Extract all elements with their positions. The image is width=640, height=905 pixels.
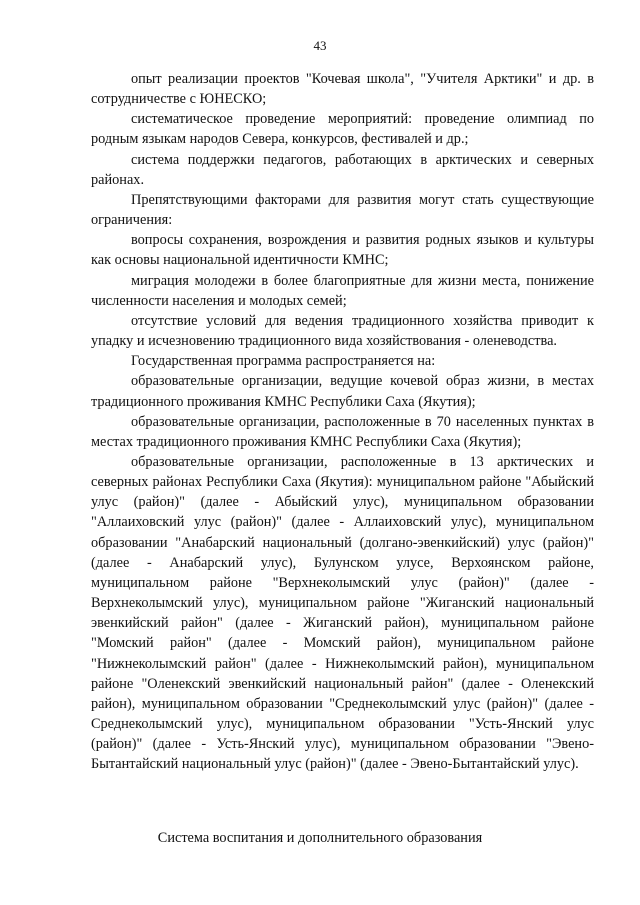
paragraph: Государственная программа распространяется на:: [131, 353, 436, 370]
paragraph: Препятствующими факторами для развития могут стать существующие ограничения:: [91, 191, 594, 229]
paragraph: система поддержки педагогов, работающих в арктических и северных районах.: [91, 151, 594, 188]
paragraph: систематическое проведение мероприятий: проведение олимпиад по родным языкам народов Севера, конкурсов, фестивалей и др.;: [91, 111, 594, 148]
paragraph: миграция молодежи в более благоприятные для жизни места, понижение численности населения и молодых семей;: [91, 272, 594, 309]
paragraph: отсутствие условий для ведения традиционного хозяйства приводит к упадку и исчезновению традиционного вида хозяйствования - оленеводства.: [91, 312, 594, 350]
paragraph: образовательные организации, расположенные в 13 арктических и северных районах Республики Саха (Якутия): муниципальном районе "Абыйский улус (район)" (далее - Абыйский улус), муниципальном образовании "Аллаиховский улус (район)" (далее - Аллаиховский улус), муниципальном образовании "Анабарский национальный (долгано-эвенкийский) улус (район)" (далее - Анабарский улус), Булунском улусе, Верхоянском районе, муниципальном районе "Верхнеколымский улус (район)" (далее - Верхнеколымский улус), муниципальном районе "Жиганский национальный эвенкийский район" (далее - Жиганский район), муниципальном районе "Момский район" (далее - Момский район), муниципальном районе "Нижнеколымский район" (далее - Нижнеколымский район), муниципальном районе "Оленекский эвенкийский национальный район" (далее - Оленекский район), муниципальном образовании "Среднеколымский улус (район)" (далее - Среднеколымский улус), муниципальном образовании "Усть-Янский улус (район)" (далее - Усть-Янский улус), муниципальном образовании "Эвено-Бытантайский национальный улус (район)" (далее - Эвено-Бытантайский улус).: [91, 453, 594, 773]
section-heading: Система воспитания и дополнительного образования: [157, 830, 483, 846]
document-body: [91, 69, 594, 774]
paragraph: вопросы сохранения, возрождения и развития родных языков и культуры как основы национальной идентичности КМНС;: [91, 232, 594, 269]
page-number: 43: [313, 38, 327, 53]
paragraph: образовательные организации, ведущие кочевой образ жизни, в местах традиционного проживания КМНС Республики Саха (Якутия);: [91, 373, 594, 410]
paragraph: образовательные организации, расположенные в 70 населенных пунктах в местах традиционного проживания КМНС Республики Саха (Якутия);: [91, 413, 594, 450]
paragraph: опыт реализации проектов "Кочевая школа", "Учителя Арктики" и др. в сотрудничестве с ЮНЕСКО;: [91, 71, 594, 108]
